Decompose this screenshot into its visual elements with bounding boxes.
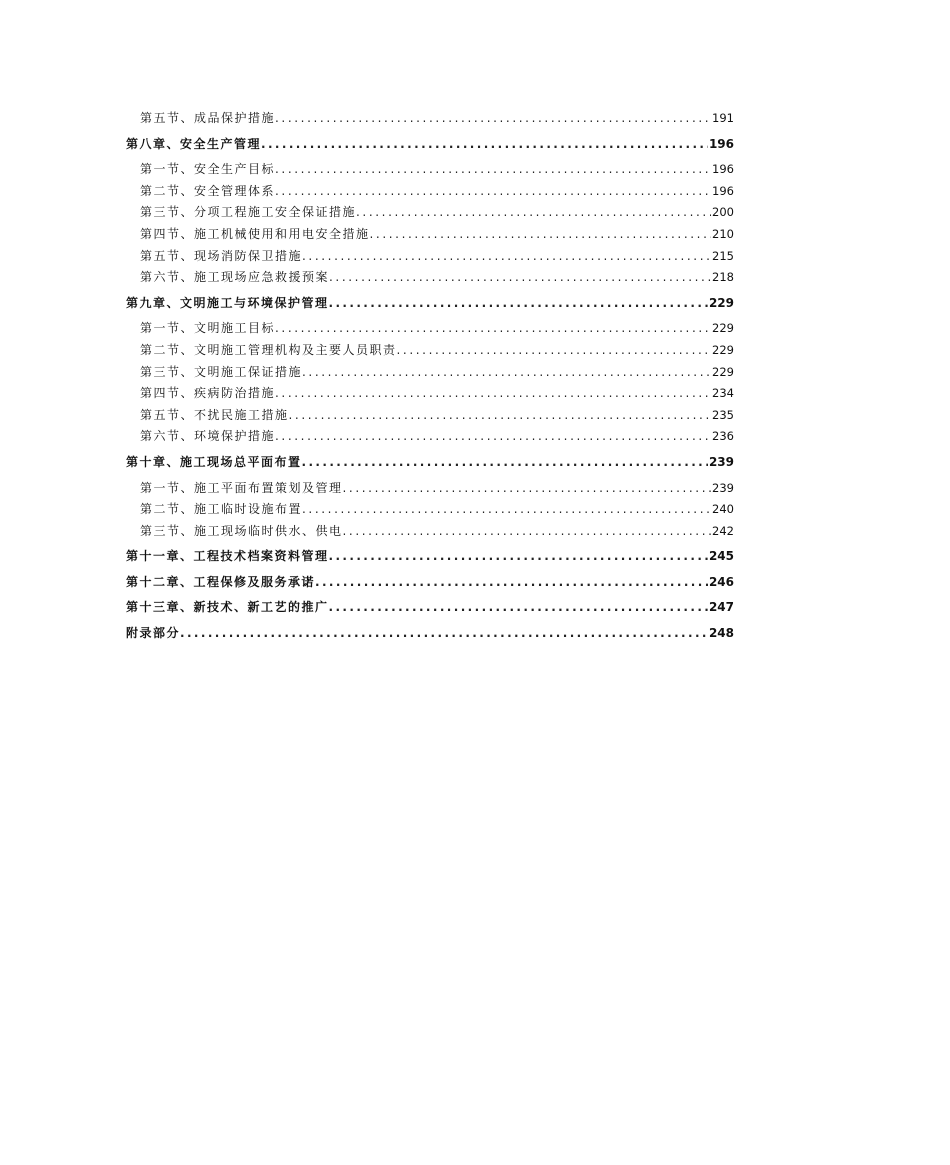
toc-entry-title: 第十章、施工现场总平面布置: [126, 454, 302, 469]
dot-leader: [329, 267, 711, 289]
dot-leader: [302, 452, 708, 474]
dot-leader: [261, 134, 708, 156]
toc-entry-page: 191: [712, 111, 734, 125]
toc-entry-section[interactable]: [126, 405, 734, 427]
dot-leader: [356, 202, 711, 224]
toc-entry-page: 215: [712, 248, 734, 263]
toc-entry-section[interactable]: [126, 159, 734, 181]
dot-leader: [329, 293, 708, 315]
toc-entry-section[interactable]: [126, 362, 734, 384]
toc-entry-section[interactable]: [126, 499, 734, 521]
dot-leader: [275, 318, 711, 340]
toc-entry-title: 第十三章、新技术、新工艺的推广: [126, 600, 329, 615]
toc-entry-page: 239: [712, 480, 734, 495]
toc-entry-page: 229: [708, 295, 734, 310]
dot-leader: [302, 499, 711, 521]
dot-leader: [302, 362, 711, 384]
toc-entry-section[interactable]: [126, 318, 734, 340]
toc-entry-page: 239: [708, 454, 734, 469]
toc-entry-page: 234: [712, 386, 734, 401]
toc-entry-title: 第二节、文明施工管理机构及主要人员职责: [140, 342, 397, 357]
toc-entry-page: 242: [712, 523, 734, 538]
toc-entry-chapter[interactable]: [126, 623, 734, 645]
toc-entry-title: 第二节、安全管理体系: [140, 183, 276, 198]
toc-entry-title: 第三节、施工现场临时供水、供电: [140, 523, 343, 538]
toc-entry-page: 200: [712, 205, 734, 220]
toc-entry-page: 248: [708, 626, 734, 641]
toc-entry-section[interactable]: [126, 246, 734, 268]
dot-leader: [397, 340, 712, 362]
toc-entry-title: 第五节、现场消防保卫措施: [140, 248, 303, 263]
dot-leader: [343, 478, 712, 500]
toc-entry-page: 218: [712, 270, 734, 285]
toc-entry-title: 第十二章、工程保修及服务承诺: [126, 574, 316, 589]
toc-entry-title: 第五节、成品保护措施: [140, 111, 276, 125]
toc-entry-page: 245: [708, 549, 734, 564]
toc-entry-title: 第三节、文明施工保证措施: [140, 364, 303, 379]
toc-entry-page: 229: [712, 342, 734, 357]
toc-entry-title: 第六节、施工现场应急救援预案: [140, 270, 330, 285]
toc-entry-title: 第十一章、工程技术档案资料管理: [126, 549, 329, 564]
toc-entry-section[interactable]: [126, 478, 734, 500]
dot-leader: [315, 572, 708, 594]
dot-leader: [370, 224, 712, 246]
toc-entry-page: 240: [712, 502, 734, 517]
toc-entry-section[interactable]: [126, 181, 734, 203]
toc-entry-title: 第六节、环境保护措施: [140, 429, 276, 444]
toc-entry-chapter[interactable]: [126, 546, 734, 568]
toc-entry-section[interactable]: [126, 426, 734, 448]
toc-entry-page: 196: [708, 136, 734, 151]
dot-leader: [302, 246, 711, 268]
toc-entry-title: 第八章、安全生产管理: [126, 136, 262, 151]
toc-entry-page: 236: [712, 429, 734, 444]
dot-leader: [275, 383, 711, 405]
toc-entry-chapter[interactable]: [126, 452, 734, 474]
toc-entry-page: 247: [708, 600, 734, 615]
toc-entry-page: 210: [712, 226, 734, 241]
dot-leader: [275, 426, 711, 448]
toc-entry-title: 第一节、文明施工目标: [140, 321, 276, 336]
dot-leader: [329, 597, 708, 619]
toc-entry-title: 第四节、施工机械使用和用电安全措施: [140, 226, 370, 241]
toc-entry-title: 第三节、分项工程施工安全保证措施: [140, 205, 357, 220]
toc-entry-title: 第一节、施工平面布置策划及管理: [140, 480, 343, 495]
toc-entry-page: 235: [712, 407, 734, 422]
toc-entry-section[interactable]: [126, 267, 734, 289]
toc-entry-page: 196: [712, 183, 734, 198]
dot-leader: [275, 181, 711, 203]
toc-entry-title: 第一节、安全生产目标: [140, 162, 276, 177]
toc-entry-title: 附录部分: [126, 626, 181, 641]
toc-entry-chapter[interactable]: [126, 572, 734, 594]
dot-leader: [329, 546, 708, 568]
toc-entry-title: 第五节、不扰民施工措施: [140, 407, 289, 422]
toc-entry-section[interactable]: [126, 521, 734, 543]
toc-entry-page: 229: [712, 321, 734, 336]
toc-entry-title: 第九章、文明施工与环境保护管理: [126, 295, 329, 310]
toc-entry-page: 196: [712, 162, 734, 177]
toc-entry-chapter[interactable]: [126, 597, 734, 619]
dot-leader: [275, 108, 711, 130]
table-of-contents: [126, 108, 734, 649]
dot-leader: [180, 623, 708, 645]
toc-entry-section[interactable]: [126, 383, 734, 405]
dot-leader: [275, 159, 711, 181]
toc-entry-section[interactable]: [126, 340, 734, 362]
toc-entry-title: 第四节、疾病防治措施: [140, 386, 276, 401]
toc-entry-section[interactable]: [126, 108, 734, 130]
toc-entry-page: 229: [712, 364, 734, 379]
dot-leader: [343, 521, 712, 543]
toc-entry-chapter[interactable]: [126, 134, 734, 156]
dot-leader: [289, 405, 712, 427]
toc-entry-page: 246: [708, 574, 734, 589]
toc-entry-section[interactable]: [126, 224, 734, 246]
toc-entry-title: 第二节、施工临时设施布置: [140, 502, 303, 517]
toc-entry-chapter[interactable]: [126, 293, 734, 315]
toc-entry-section[interactable]: [126, 202, 734, 224]
